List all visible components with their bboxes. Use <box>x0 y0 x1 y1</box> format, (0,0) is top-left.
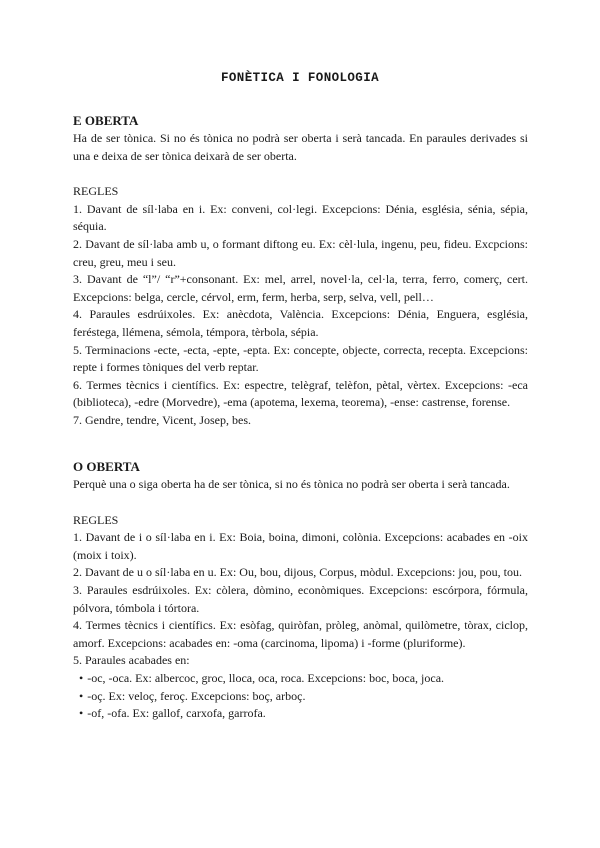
rule-item: 4. Termes tècnics i científics. Ex: esòfag, quiròfan, pròleg, anòmal, quilòmetre, tòrax, ciclop, amorf. Excepcions: acabades en: -oma (carcinoma, lipoma) i -forme (pluriforme). <box>73 618 528 650</box>
rule-item: 5. Paraules acabades en: <box>73 653 190 668</box>
ending-item: • -oç. Ex: veloç, feroç. Excepcions: boç, arboç. <box>79 688 528 706</box>
ending-item: • -of, -ofa. Ex: gallof, carxofa, garrofa. <box>79 705 528 723</box>
rule-item: 3. Paraules esdrúixoles. Ex: còlera, dòmino, econòmiques. Excepcions: escórpora, fórmula, pólvora, tómbola i tórtora. <box>73 582 528 615</box>
rules-list <box>73 201 528 430</box>
rule-item: 3. Davant de “l”/ “r”+consonant. Ex: mel, arrel, novel·la, cel·la, terra, ferro, comerç, cert. Excepcions: belga, cercle, cérvol, erm, ferm, herba, serp, selva, vell, pell… <box>73 272 528 304</box>
section-heading: E OBERTA <box>73 113 139 128</box>
rule-item: 4. Paraules esdrúixoles. Ex: anècdota, València. Excepcions: Dénia, Enguera, església, feréstega, llémena, sémola, témpora, tèrbola, sépia. <box>73 307 528 339</box>
rule-item: 7. Gendre, tendre, Vicent, Josep, bes. <box>73 412 252 427</box>
ending-item: • -oc, -oca. Ex: albercoc, groc, lloca, oca, roca. Excepcions: boc, boca, joca. <box>79 670 528 688</box>
document-title: FONÈTICA I FONOLOGIA <box>220 71 380 85</box>
section-o-oberta <box>73 458 528 723</box>
rule-item: 1. Davant de i o síl·laba en i. Ex: Boia, boina, dimoni, colònia. Excepcions: acabades en -oix (moix i toix). <box>73 530 528 562</box>
rule-item: 2. Davant de u o síl·laba en u. Ex: Ou, bou, dijous, Corpus, mòdul. Excepcions: jou, pou, tou. <box>73 565 522 580</box>
rule-item: 5. Terminacions -ecte, -ecta, -epte, -epta. Ex: concepte, objecte, correcta, recepta. Excepcions: repte i formes tòniques del verb reptar. <box>73 342 528 375</box>
section-intro: Perquè una o siga oberta ha de ser tònica, si no és tònica no podrà ser oberta i serà tancada. <box>73 477 510 491</box>
section-heading: O OBERTA <box>73 459 140 474</box>
rule-item: 6. Termes tècnics i científics. Ex: espectre, telègraf, telèfon, pètal, vèrtex. Excepcions: -eca (biblioteca), -edre (Morvedre), -ema (apotema, lexema, teorema), -ense: castrense, forense. <box>73 377 528 410</box>
rule-item: 1. Davant de síl·laba en i. Ex: conveni, col·legi. Excepcions: Dénia, església, sénia, sépia, séquia. <box>73 201 528 234</box>
endings-list <box>73 670 528 723</box>
section-intro: Ha de ser tònica. Si no és tònica no podrà ser oberta i serà tancada. En paraules derivades si una e deixa de ser tònica deixarà de ser oberta. <box>73 131 528 163</box>
rules-heading: REGLES <box>73 512 119 527</box>
section-e-oberta <box>73 112 528 430</box>
rules-heading: REGLES <box>73 184 119 199</box>
rule-item: 2. Davant de síl·laba amb u, o formant diftong eu. Ex: cèl·lula, ingenu, peu, fideu. Excpcions: creu, greu, meu i seu. <box>73 236 528 269</box>
rules-list <box>73 529 528 723</box>
